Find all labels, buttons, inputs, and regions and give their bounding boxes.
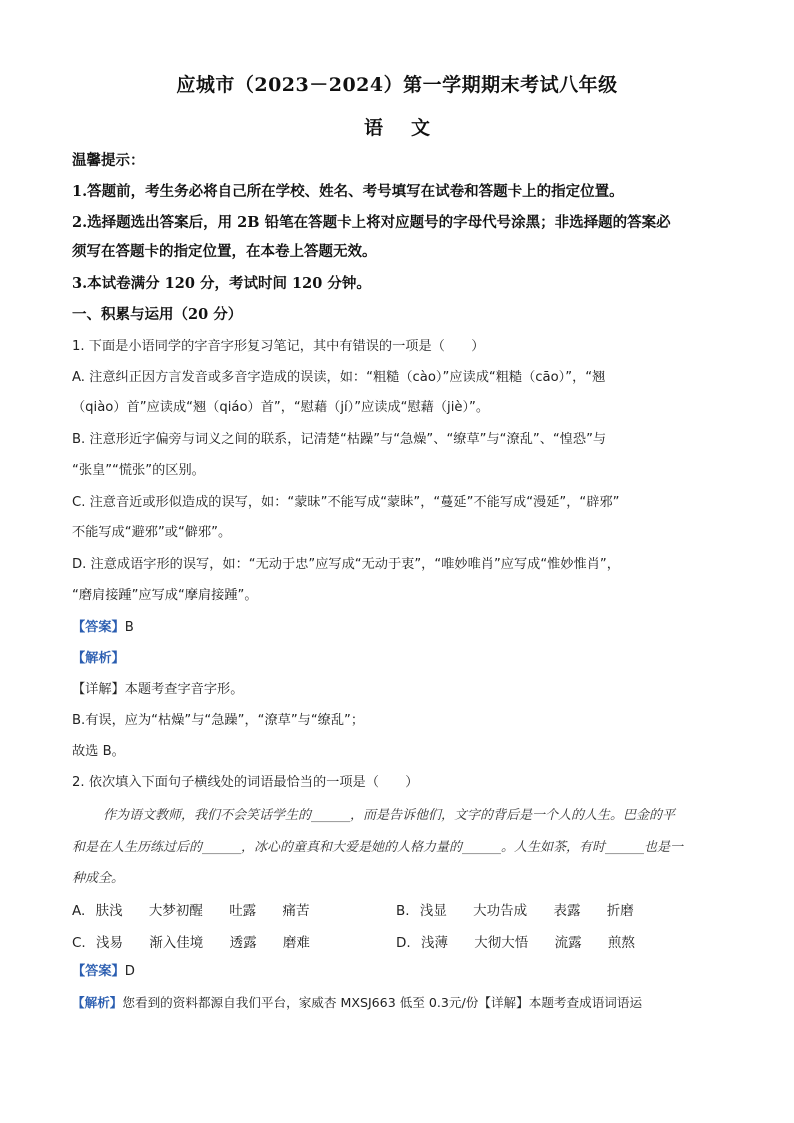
answer-tag: 【答案】 [72,964,125,979]
q2-analysis [72,993,722,1013]
notice-item-1: 1.答题前，考生务必将自己所在学校、姓名、考号填写在试卷和答题卡上的指定位置。 [72,183,624,200]
q1-option-c-cont: 不能写成“避邪”或“僻邪”。 [72,525,232,540]
q2-passage-line-1: 作为语文教师，我们不会笑话学生的______，而是告诉他们，文字的背后是一个人的人生。巴金的平 [103,808,676,823]
notice-heading: 温馨提示： [72,152,145,169]
q2-passage-line-2: 和是在人生历练过后的______，冰心的童真和大爱是她的人格力量的______。人生如茶，有时______也是一 [72,840,684,855]
q1-explanation: B.有误，应为“枯燥”与“急躁”，“潦草”与“缭乱”； [72,713,365,728]
q1-option-b: B. 注意形近字偏旁与词义之间的联系，记清楚“枯躁”与“急燥”、“缭草”与“潦乱”、“惶恐”与 [72,432,607,447]
q1-option-d: D. 注意成语字形的误写，如：“无动于忠”应写成“无动于衷”，“唯妙唯肖”应写成“惟妙惟肖”， [72,557,620,572]
notice-item-2: 2.选择题选出答案后，用 2B 铅笔在答题卡上将对应题号的字母代号涂黑；非选择题的答案必 [72,214,671,231]
q2-option-b: B. 浅显 大功告成 表露 折磨 [396,903,634,919]
q1-option-c: C. 注意音近或形似造成的误写，如：“蒙昧”不能写成“蒙眛”，“蔓延”不能写成“漫延”，“辟邪” [72,495,620,510]
q2-option-c: C. 浅易 渐入佳境 透露 磨难 [72,935,310,951]
q1-option-a-cont: （qiào）首”应读成“翘（qiáo）首”，“慰藉（jí）”应读成“慰藉（jiè）”。 [72,400,490,415]
q2-answer [72,962,722,982]
analysis-tag: 【解析】 [72,651,125,666]
answer-value: D [124,964,135,979]
q2-stem: 2. 依次填入下面句子横线处的词语最恰当的一项是（ ） [72,775,419,790]
answer-value: B [124,620,134,635]
q2-option-a: A. 肤浅 大梦初醒 吐露 痛苦 [72,903,310,919]
analysis-tag: 【解析】 [72,995,123,1010]
subject-title: 语文 [363,117,458,139]
q1-option-a: A. 注意纠正因方言发音或多音字造成的误读，如：“粗糙（cào）”应读成“粗糙（cāo）”，“翘 [72,370,606,385]
notice-item-3: 3.本试卷满分 120 分，考试时间 120 分钟。 [72,275,371,292]
q1-stem: 1. 下面是小语同学的字音字形复习笔记，其中有错误的一项是（ ） [72,339,485,354]
section-heading: 一、积累与运用（20 分） [72,306,243,323]
q1-option-d-cont: “磨肩接踵”应写成“摩肩接踵”。 [72,588,258,603]
q2-option-d: D. 浅薄 大彻大悟 流露 煎熬 [396,935,635,951]
q1-conclusion: 故选 B。 [72,744,125,759]
q1-analysis-tag [72,649,722,669]
q1-detail: 【详解】本题考查字音字形。 [72,682,244,697]
q1-option-b-cont: “张皇”“慌张”的区别。 [72,463,205,478]
answer-tag: 【答案】 [72,620,125,635]
q1-answer [72,618,722,638]
exam-title: 应城市（2023－2024）第一学期期末考试八年级 [176,74,618,96]
notice-item-2-cont: 须写在答题卡的指定位置，在本卷上答题无效。 [72,243,377,260]
q2-passage-line-3: 种成全。 [72,871,125,886]
analysis-text: 您看到的资料都源自我们平台，家威杏 MXSJ663 低至 0.3元/份【详解】本题考查成语词语运 [122,995,643,1010]
